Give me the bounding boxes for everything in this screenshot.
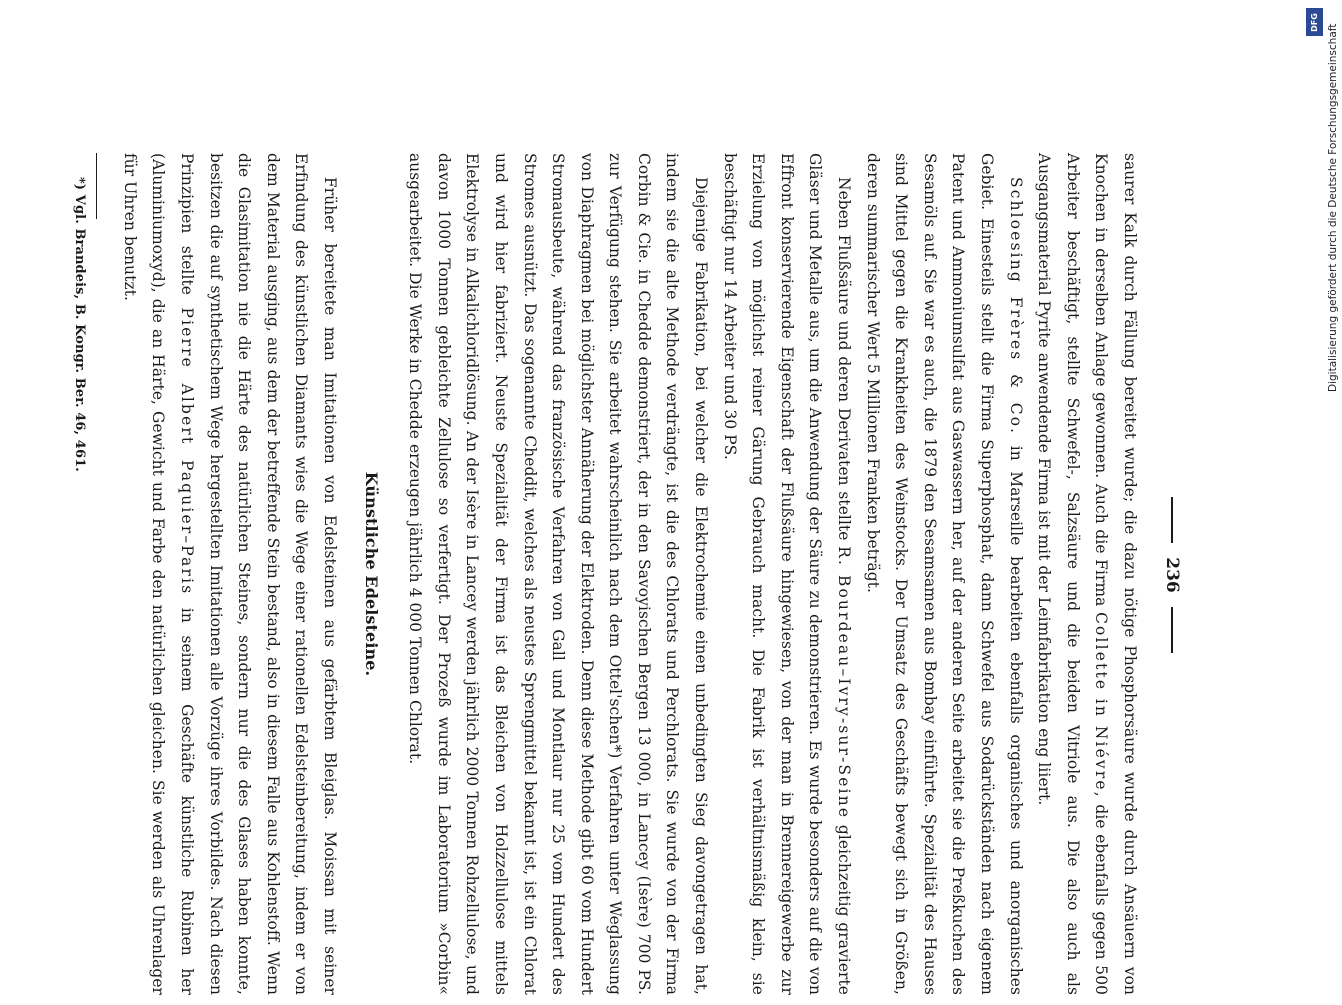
header-dash-right bbox=[1171, 607, 1173, 653]
body-text bbox=[70, 153, 1144, 995]
footnote-rule bbox=[96, 153, 97, 219]
page-number: 236 bbox=[1162, 557, 1182, 593]
company-name: R. Bourdeau–Ivry-sur-Seine bbox=[835, 546, 854, 820]
header-dash-left bbox=[1171, 497, 1173, 543]
paragraph bbox=[115, 153, 344, 995]
paragraph bbox=[858, 153, 1030, 995]
paragraph bbox=[1030, 153, 1144, 995]
dfg-logo-icon bbox=[1306, 8, 1323, 36]
digitization-stamp bbox=[1306, 8, 1339, 394]
section-heading: Künstliche Edelsteine. bbox=[361, 471, 381, 677]
paragraph-text: gleichzeitig gravierte Gläser und Metalle aus, um die Anwendung der Säure zu demonstrieren. Es wurde besonders auf die von Effront konservierende Eigenschaft der Flußsäure hingewiesen, von der man in Brennereigewerbe zur Erzielung von möglichst reiner Gärung Gebrauch macht. Die Fabrik ist verhältnismäßig klein, sie beschäftigt nur 14 Arbeiter und 30 PS. bbox=[720, 153, 854, 995]
digitization-credit: Digitalisierung gefördert durch die Deutsche Forschungsgemeinschaft bbox=[1327, 23, 1339, 392]
footnote: *) Vgl. Brandeis, B. Kongr. Ber. 46, 461. bbox=[72, 177, 88, 472]
paragraph-text: Diejenige Fabrikation, bei welcher die Elektrochemie einen unbedingten Sieg davongetragen hat, indem sie die alte Methode verdrängte, ist die des Chlorats und Perchlorats. Sie wurde von der Firma Corbin & Cie. in Chedde demonstriert, der in den Savoyischen Bergen 13 000, in Lancey (Isère) 700 PS. zur Verfügung stehen. Sie arbeitet wahrscheinlich nach dem Ottel'schen*) Verfahren unter Weglassung von Diaphragmen bei möglichster Annäherung der Elektroden. Denn diese Methode gibt 60 vom Hundert Stromausbeute, während das französische Verfahren von Gall und Montlaur nur 25 vom Hundert des Stromes ausnützt. Das sogenannte Cheddit, welches als neustes Sprengmittel bekannt ist, ist ein Chlorat und wird hier fabriziert. Neuste Spezialität der Firma ist das Bleichen von Holzzellulose mittels Elektrolyse in Alkalichloridlösung. An der Isère in Lancey werden jährlich 2000 Tonnen Rohzellulose, und davon 1000 Tonnen gebleichte Zellulose so verfertigt. Der Prozeß wurde im Laboratorium »Corbin« ausgearbeitet. Die Werke in Chedde erzeugen jährlich 4 000 Tonnen Chlorat. bbox=[406, 153, 711, 995]
company-name: Schloesing Frères & Co. bbox=[1006, 177, 1025, 436]
rotated-book-page bbox=[72, 145, 1192, 1005]
page-header bbox=[1152, 145, 1192, 1005]
paragraph bbox=[401, 153, 716, 995]
paragraph bbox=[715, 153, 858, 995]
paragraph-text: die ebenfalls gegen 500 Arbeiter beschäftigt, stellte Schwefel-, Salzsäure und die beiden Vitriole aus. Die also auch als Ausgangsmaterial Pyrite anwendende Firma ist mit der Leimfabrikation eng liiert. bbox=[1035, 153, 1111, 995]
paragraph-text: in Marseille bearbeiten ebenfalls organisches und anorganisches Gebiet. Einesteils stellt die Firma Superphosphat, dann Schwefel aus Sodarückständen nach eigenem Patent und Ammoniumsulfat aus Gaswassern her, auf der anderen Seite arbeitet sie die Preßkuchen des Sesamöls auf. Sie war es auch, die 1879 den Sesamsamen aus Bombay einführte. Spezialität des Hauses sind Mittel gegen die Krankheiten des Weinstocks. Der Umsatz des Geschäfts bewegt sich in Größen, deren summarischer Wert 5 Millionen Franken beträgt. bbox=[863, 153, 1025, 995]
paragraph-text: in seinem Geschäfte künstliche Rubinen her (Aluminiumoxyd), die an Härte, Gewicht und Farbe den natürlichen gleichen. Sie werden als Uhrenlager für Uhren benutzt. bbox=[120, 153, 196, 996]
paragraph-text: Früher bereitete man Imitationen von Edelsteinen aus gefärbtem Bleiglas. Moissan mit seiner Erfindung des künstlichen Diamants wies die Wege einer rationellen Edelsteinbereitung, indem er von dem Material ausging, aus dem der betreffende Stein bestand, also in diesem Falle aus Kohlenstoff. Wenn die Glasimitation nie die Härte des natürlichen Steines, sondern nur die des Glases haben konnte, besitzen die auf synthetischem Wege hergestellten Imitationen alle Vorzüge ihres Vorbildes. Nach diesen Prinzipien stellte bbox=[178, 153, 339, 995]
company-name: Collette in Niévre, bbox=[1092, 612, 1111, 799]
paragraph-text: Neben Flußsäure und deren Derivaten stellte bbox=[835, 177, 854, 541]
dfg-logo-text: DFG bbox=[1310, 12, 1320, 32]
paragraph-text: saurer Kalk durch Fällung bereitet wurde; die dazu nötige Phosphorsäure wurde durch Ansäuern von Knochen in derselben Anlage gewonnen. Auch die Firma bbox=[1092, 153, 1139, 995]
company-name: Pierre Albert Paquier–Paris bbox=[178, 307, 196, 596]
